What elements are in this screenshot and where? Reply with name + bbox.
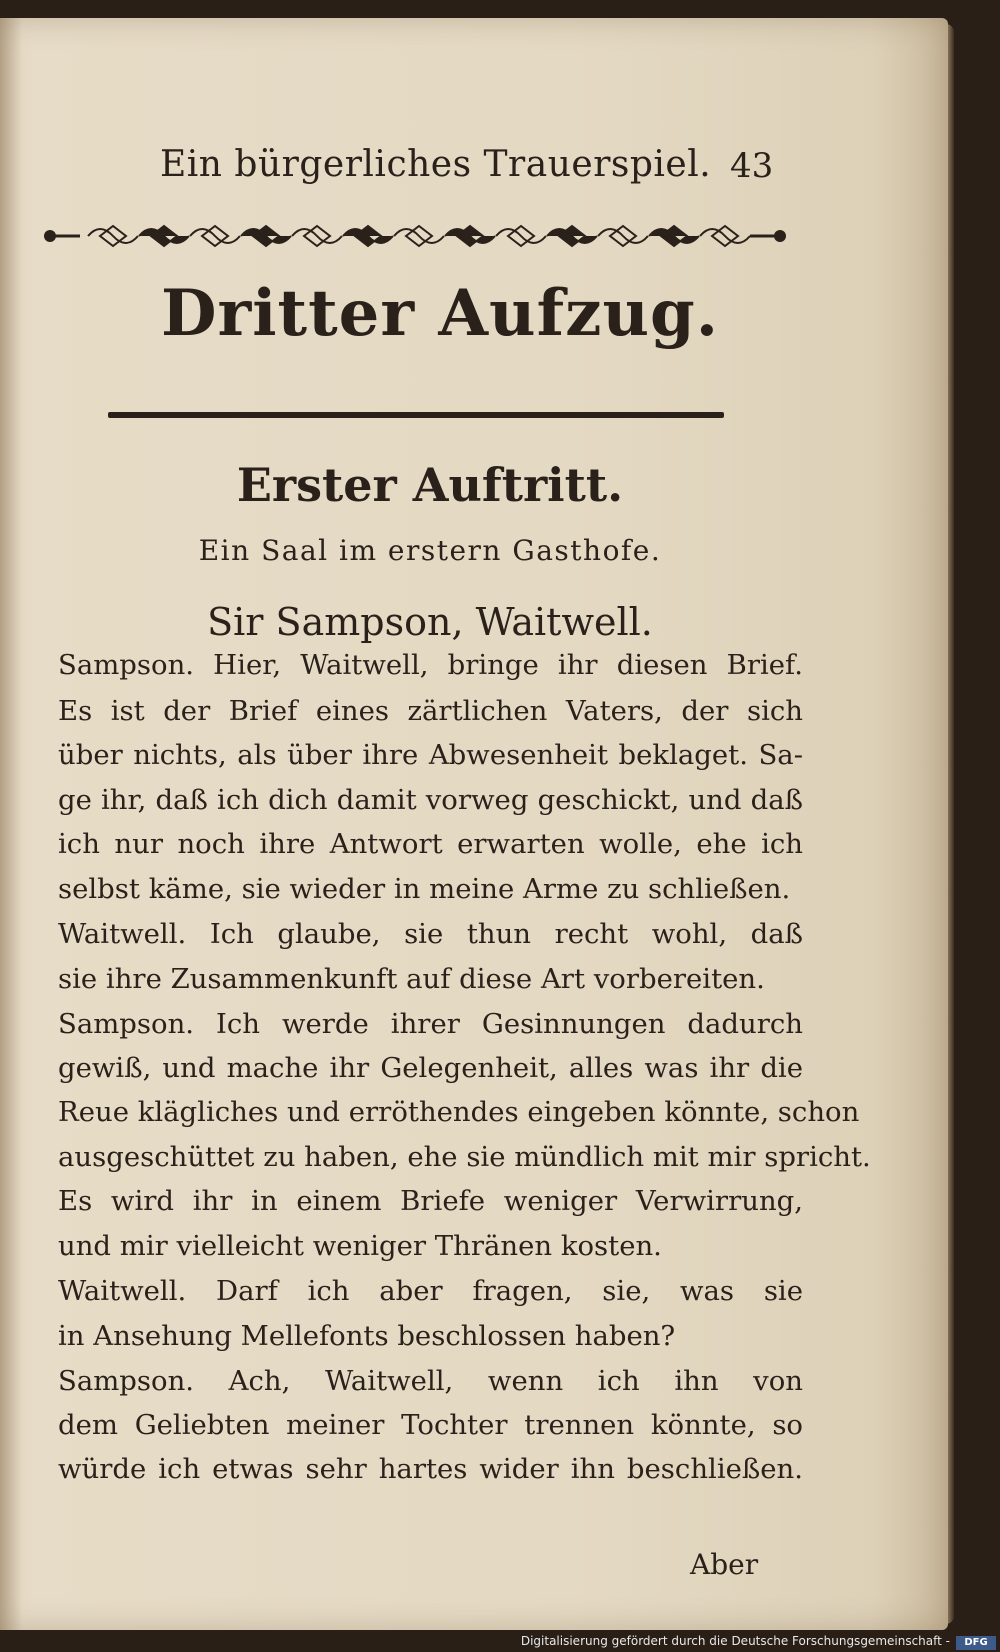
scene-characters: Sir Sampson, Waitwell. — [207, 600, 653, 644]
scene-title: Erster Auftritt. — [236, 458, 624, 512]
act-title: Dritter Aufzug. — [161, 276, 719, 351]
page-number: 43 — [730, 146, 774, 186]
text-line: dem Geliebten meiner Tochter trennen könnte, so — [58, 1409, 803, 1441]
text-line: Waitwell. Ich glaube, sie thun recht wohl, daß — [58, 918, 803, 950]
running-head — [160, 144, 780, 194]
text-line: Sampson. Hier, Waitwell, bringe ihr diesen Brief. — [58, 649, 803, 681]
ornament-motif — [241, 226, 291, 246]
text-line: in Ansehung Mellefonts beschlossen haben? — [58, 1320, 676, 1352]
running-title: Ein bürgerliches Trauerspiel. — [160, 144, 712, 185]
text-line: ausgeschüttet zu haben, ehe sie mündlich mit mir spricht. — [58, 1141, 871, 1173]
text-line: Reue klägliches und erröthendes eingeben könnte, schon — [58, 1096, 860, 1128]
text-line: ge ihr, daß ich dich damit vorweg geschickt, und daß — [58, 784, 803, 816]
ornament-motif — [88, 226, 138, 246]
ornament-motif — [598, 226, 648, 246]
ornament-motif — [547, 226, 597, 246]
text-line: selbst käme, sie wieder in meine Arme zu schließen. — [58, 873, 791, 905]
text-line: Sampson. Ach, Waitwell, wenn ich ihn von — [58, 1365, 803, 1397]
ornament-border — [40, 214, 790, 258]
scene-setting: Ein Saal im erstern Gasthofe. — [198, 534, 662, 567]
text-line: Es wird ihr in einem Briefe weniger Verwirrung, — [58, 1185, 803, 1217]
ornament-motif — [394, 226, 444, 246]
text-line: Waitwell. Darf ich aber fragen, sie, was sie — [58, 1275, 803, 1307]
ornament-motif — [343, 226, 393, 246]
text-line: würde ich etwas sehr hartes wider ihn beschließen. — [58, 1453, 803, 1485]
book-page — [0, 18, 948, 1630]
ornament-motif — [445, 226, 495, 246]
horizontal-rule — [108, 412, 724, 418]
catchword: Aber — [690, 1548, 759, 1581]
text-line: und mir vielleicht weniger Thränen kosten. — [58, 1230, 662, 1262]
ornament-motif — [700, 226, 750, 246]
dfg-logo: DFG — [956, 1636, 996, 1650]
text-line: gewiß, und mache ihr Gelegenheit, alles was ihr die — [58, 1052, 803, 1084]
ornament-motif — [292, 226, 342, 246]
text-line: Es ist der Brief eines zärtlichen Vaters, der sich — [58, 695, 803, 727]
digitization-note: Digitalisierung gefördert durch die Deutsche Forschungsgemeinschaft - — [520, 1634, 950, 1648]
ornament-motif — [649, 226, 699, 246]
ornament-motif — [496, 226, 546, 246]
text-line: über nichts, als über ihre Abwesenheit beklaget. Sa- — [58, 739, 803, 771]
ornament-motif — [190, 226, 240, 246]
text-line: Sampson. Ich werde ihrer Gesinnungen dadurch — [58, 1008, 803, 1040]
ornament-motif — [139, 226, 189, 246]
text-line: sie ihre Zusammenkunft auf diese Art vorbereiten. — [58, 963, 765, 995]
text-line: ich nur noch ihre Antwort erwarten wolle, ehe ich — [58, 828, 803, 860]
